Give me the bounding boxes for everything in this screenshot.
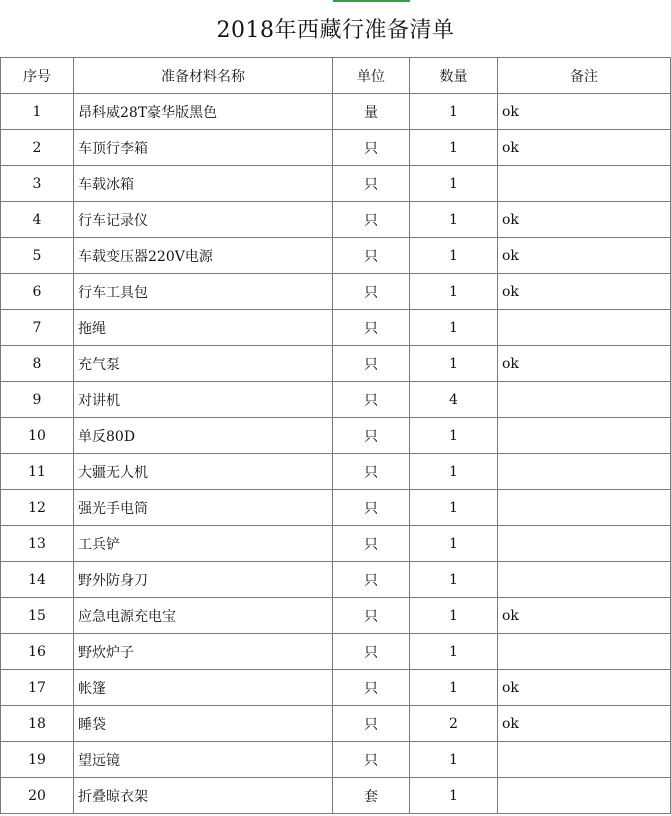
- cell-unit[interactable]: 只: [333, 346, 410, 382]
- table-row: [1, 382, 671, 418]
- cell-index[interactable]: 9: [1, 382, 74, 418]
- cell-note[interactable]: [498, 634, 671, 670]
- cell-note[interactable]: [498, 418, 671, 454]
- cell-unit[interactable]: 只: [333, 274, 410, 310]
- cell-note[interactable]: ok: [498, 706, 671, 742]
- cell-note[interactable]: [498, 490, 671, 526]
- cell-name[interactable]: 行车工具包: [74, 274, 333, 310]
- cell-note[interactable]: [498, 562, 671, 598]
- cell-qty[interactable]: 1: [410, 742, 498, 778]
- cell-qty[interactable]: 1: [410, 670, 498, 706]
- cell-name[interactable]: 单反80D: [74, 418, 333, 454]
- cell-name[interactable]: 车载冰箱: [74, 166, 333, 202]
- cell-name[interactable]: 强光手电筒: [74, 490, 333, 526]
- cell-index[interactable]: 16: [1, 634, 74, 670]
- table-row: [1, 346, 671, 382]
- cell-qty[interactable]: 1: [410, 238, 498, 274]
- cell-qty[interactable]: 1: [410, 346, 498, 382]
- cell-unit[interactable]: 只: [333, 742, 410, 778]
- cell-index[interactable]: 3: [1, 166, 74, 202]
- cell-note[interactable]: ok: [498, 346, 671, 382]
- title-row: [1, 0, 671, 58]
- cell-note[interactable]: ok: [498, 274, 671, 310]
- cell-unit[interactable]: 只: [333, 166, 410, 202]
- cell-index[interactable]: 20: [1, 778, 74, 814]
- cell-unit[interactable]: 只: [333, 382, 410, 418]
- header-qty[interactable]: 数量: [410, 58, 498, 94]
- cell-name[interactable]: 充气泵: [74, 346, 333, 382]
- cell-unit[interactable]: 只: [333, 706, 410, 742]
- cell-name[interactable]: 睡袋: [74, 706, 333, 742]
- header-name[interactable]: 准备材料名称: [74, 58, 333, 94]
- cell-index[interactable]: 5: [1, 238, 74, 274]
- cell-name[interactable]: 工兵铲: [74, 526, 333, 562]
- cell-unit[interactable]: 只: [333, 490, 410, 526]
- cell-note[interactable]: ok: [498, 94, 671, 130]
- cell-unit[interactable]: 只: [333, 562, 410, 598]
- cell-index[interactable]: 10: [1, 418, 74, 454]
- cell-index[interactable]: 11: [1, 454, 74, 490]
- cell-unit[interactable]: 只: [333, 202, 410, 238]
- cell-qty[interactable]: 1: [410, 634, 498, 670]
- cell-qty[interactable]: 2: [410, 706, 498, 742]
- cell-name[interactable]: 折叠晾衣架: [74, 778, 333, 814]
- cell-name[interactable]: 大疆无人机: [74, 454, 333, 490]
- cell-qty[interactable]: 1: [410, 310, 498, 346]
- cell-unit[interactable]: 只: [333, 598, 410, 634]
- header-index[interactable]: 序号: [1, 58, 74, 94]
- cell-index[interactable]: 4: [1, 202, 74, 238]
- table-row: [1, 742, 671, 778]
- cell-qty[interactable]: 1: [410, 526, 498, 562]
- cell-note[interactable]: ok: [498, 670, 671, 706]
- table-row: [1, 526, 671, 562]
- cell-name[interactable]: 对讲机: [74, 382, 333, 418]
- cell-note[interactable]: ok: [498, 238, 671, 274]
- table-row: [1, 418, 671, 454]
- cell-qty[interactable]: 1: [410, 274, 498, 310]
- cell-note[interactable]: ok: [498, 598, 671, 634]
- cell-qty[interactable]: 1: [410, 202, 498, 238]
- cell-note[interactable]: ok: [498, 202, 671, 238]
- cell-name[interactable]: 昂科威28T豪华版黑色: [74, 94, 333, 130]
- cell-note[interactable]: [498, 310, 671, 346]
- cell-index[interactable]: 15: [1, 598, 74, 634]
- cell-qty[interactable]: 1: [410, 130, 498, 166]
- cell-index[interactable]: 7: [1, 310, 74, 346]
- cell-unit[interactable]: 只: [333, 526, 410, 562]
- cell-note[interactable]: ok: [498, 130, 671, 166]
- cell-name[interactable]: 拖绳: [74, 310, 333, 346]
- table-row: [1, 562, 671, 598]
- table-row: [1, 202, 671, 238]
- cell-name[interactable]: 行车记录仪: [74, 202, 333, 238]
- cell-unit[interactable]: 只: [333, 238, 410, 274]
- cell-unit[interactable]: 只: [333, 418, 410, 454]
- cell-name[interactable]: 野炊炉子: [74, 634, 333, 670]
- cell-index[interactable]: 14: [1, 562, 74, 598]
- cell-note[interactable]: [498, 454, 671, 490]
- table-row: [1, 706, 671, 742]
- table-row: [1, 166, 671, 202]
- cell-unit[interactable]: 套: [333, 778, 410, 814]
- cell-qty[interactable]: 1: [410, 94, 498, 130]
- header-unit[interactable]: 单位: [333, 58, 410, 94]
- cell-unit[interactable]: 只: [333, 130, 410, 166]
- cell-index[interactable]: 17: [1, 670, 74, 706]
- cell-name[interactable]: 望远镜: [74, 742, 333, 778]
- cell-note[interactable]: [498, 382, 671, 418]
- table-row: [1, 274, 671, 310]
- cell-qty[interactable]: 4: [410, 382, 498, 418]
- cell-unit[interactable]: 只: [333, 634, 410, 670]
- cell-index[interactable]: 6: [1, 274, 74, 310]
- cell-unit[interactable]: 只: [333, 310, 410, 346]
- cell-index[interactable]: 18: [1, 706, 74, 742]
- cell-note[interactable]: [498, 742, 671, 778]
- header-row: [1, 58, 671, 94]
- table-row: [1, 634, 671, 670]
- cell-qty[interactable]: 1: [410, 166, 498, 202]
- table-row: [1, 130, 671, 166]
- cell-name[interactable]: 野外防身刀: [74, 562, 333, 598]
- cell-unit[interactable]: 量: [333, 94, 410, 130]
- table-row: [1, 454, 671, 490]
- table-row: [1, 670, 671, 706]
- cell-index[interactable]: 13: [1, 526, 74, 562]
- cell-qty[interactable]: 1: [410, 418, 498, 454]
- cell-qty[interactable]: 1: [410, 778, 498, 814]
- cell-note[interactable]: [498, 166, 671, 202]
- table-row: [1, 310, 671, 346]
- table-row: [1, 238, 671, 274]
- cell-index[interactable]: 12: [1, 490, 74, 526]
- header-note[interactable]: 备注: [498, 58, 671, 94]
- table-row: [1, 94, 671, 130]
- cell-index[interactable]: 19: [1, 742, 74, 778]
- cell-unit[interactable]: 只: [333, 454, 410, 490]
- cell-qty[interactable]: 1: [410, 490, 498, 526]
- table-row: [1, 778, 671, 814]
- cell-index[interactable]: 1: [1, 94, 74, 130]
- cell-index[interactable]: 2: [1, 130, 74, 166]
- cell-unit[interactable]: 只: [333, 670, 410, 706]
- cell-name[interactable]: 车载变压器220V电源: [74, 238, 333, 274]
- cell-index[interactable]: 8: [1, 346, 74, 382]
- table-row: [1, 598, 671, 634]
- sheet-title[interactable]: 2018年西藏行准备清单: [1, 0, 671, 58]
- cell-qty[interactable]: 1: [410, 454, 498, 490]
- cell-name[interactable]: 应急电源充电宝: [74, 598, 333, 634]
- table-row: [1, 490, 671, 526]
- cell-note[interactable]: [498, 526, 671, 562]
- cell-qty[interactable]: 1: [410, 598, 498, 634]
- cell-note[interactable]: [498, 778, 671, 814]
- cell-name[interactable]: 帐篷: [74, 670, 333, 706]
- cell-qty[interactable]: 1: [410, 562, 498, 598]
- cell-name[interactable]: 车顶行李箱: [74, 130, 333, 166]
